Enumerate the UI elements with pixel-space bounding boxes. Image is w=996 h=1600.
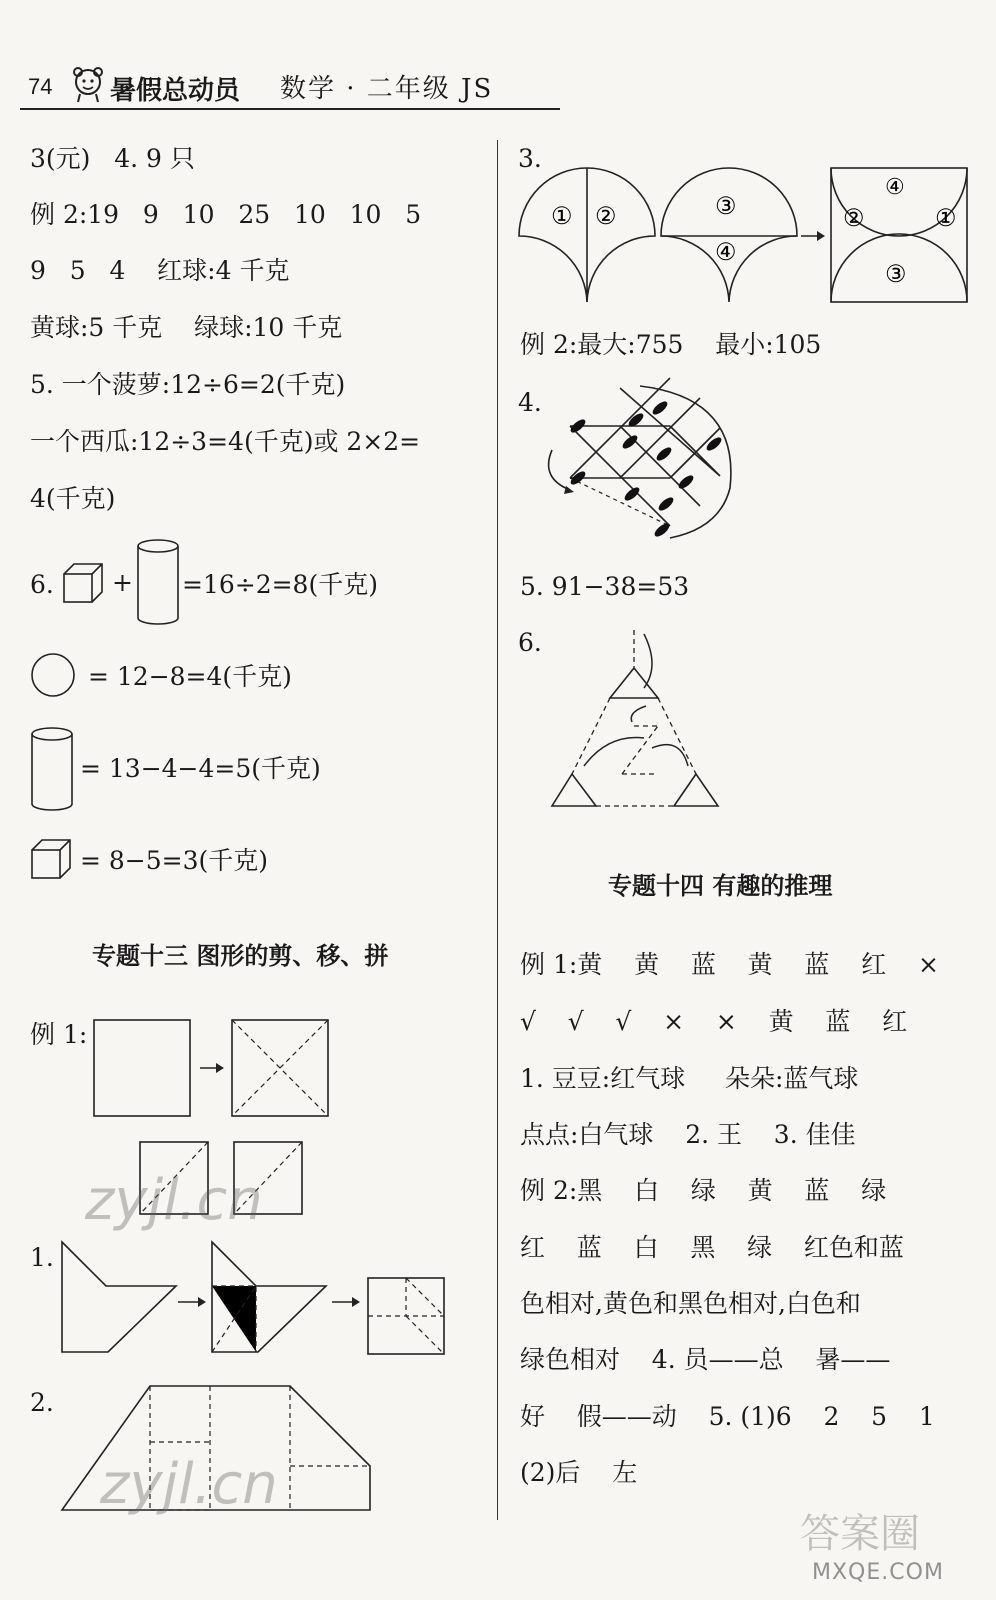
- shape-transform-diagram: [60, 1240, 450, 1365]
- question-3-label: 3.: [518, 144, 542, 173]
- answer-line: 色相对,黄色和黑色相对,白色和: [520, 1289, 861, 1318]
- column-divider: [497, 140, 498, 1520]
- answer-line: 点点:白气球 2. 王 3. 佳佳: [520, 1120, 856, 1149]
- answer-line: 1. 豆豆:红气球 朵朵:蓝气球: [520, 1064, 859, 1093]
- answer-line: 红 蓝 白 黑 绿 红色和蓝: [520, 1233, 904, 1262]
- watermark: zyjl.cn: [85, 1168, 263, 1233]
- cut-square-diagram: [90, 1016, 340, 1116]
- circle-num: ④: [715, 238, 737, 266]
- cube-icon: [62, 562, 104, 604]
- circle-num: ②: [595, 202, 617, 230]
- answer-line: 例 2:黑 白 绿 黄 蓝 绿: [520, 1176, 887, 1205]
- triangle-move-diagram: [548, 626, 723, 811]
- answer-line: 例 2:最大:755 最小:105: [520, 330, 822, 359]
- ball-icon: [30, 652, 76, 698]
- bear-mascot-icon: [68, 64, 108, 104]
- circle-num: ④: [885, 175, 905, 200]
- answer-line: 绿色相对 4. 员——总 暑——: [520, 1345, 891, 1374]
- section-title-13: 专题十三 图形的剪、移、拼: [92, 942, 389, 970]
- answer-line: 9 5 4 红球:4 千克: [30, 256, 290, 285]
- answer-line: 一个西瓜:12÷3=4(千克)或 2×2=: [30, 427, 421, 456]
- answer-line: 5. 91−38=53: [520, 572, 690, 601]
- watermark-logo: 答案圈: [800, 1511, 920, 1557]
- question-6-label: 6.: [518, 628, 542, 657]
- answer-line: √ √ √ × × 黄 蓝 红: [520, 1007, 908, 1036]
- example-1-label: 例 1:: [30, 1020, 88, 1049]
- answer-line: 黄球:5 千克 绿球:10 千克: [30, 313, 343, 342]
- semicircle-puzzle-diagram: [515, 160, 975, 310]
- question-2-label: 2.: [30, 1388, 54, 1417]
- equation: = 12−8=4(千克): [88, 662, 292, 691]
- answer-line: 5. 一个菠萝:12÷6=2(千克): [30, 370, 346, 399]
- answer-line: 例 1:黄 黄 蓝 黄 蓝 红 ×: [520, 950, 939, 979]
- subject-grade: 数学 · 二年级 JS: [280, 74, 494, 104]
- cylinder-icon: [136, 538, 180, 626]
- plus-sign: +: [112, 568, 133, 597]
- circle-num: ①: [935, 204, 957, 232]
- page-header: [0, 60, 560, 110]
- question-1-label: 1.: [30, 1243, 54, 1272]
- book-title: 暑假总动员: [110, 76, 241, 106]
- equation: =16÷2=8(千克): [182, 570, 378, 599]
- circle-num: ②: [843, 204, 865, 232]
- answer-line: (2)后 左: [520, 1458, 638, 1487]
- circle-num: ③: [885, 260, 907, 288]
- circle-num: ③: [715, 192, 737, 220]
- equation: = 13−4−4=5(千克): [80, 754, 321, 783]
- equation: = 8−5=3(千克): [80, 846, 269, 875]
- answer-line: 4(千克): [30, 484, 116, 513]
- answer-line: 3(元) 4. 9 只: [30, 144, 195, 173]
- question-4-label: 4.: [518, 388, 542, 417]
- watermark: zyjl.cn: [100, 1452, 278, 1517]
- header-rule: [20, 108, 560, 110]
- cube-icon: [30, 838, 72, 880]
- cylinder-icon: [30, 726, 74, 812]
- page-number: 74: [28, 74, 53, 99]
- answer-line: 例 2:19 9 10 25 10 10 5: [30, 200, 422, 229]
- watermark-url: MXQE.COM: [812, 1560, 944, 1585]
- section-title-14: 专题十四 有趣的推理: [608, 872, 833, 900]
- fish-lattice-diagram: [540, 378, 760, 548]
- circle-num: ①: [551, 202, 573, 230]
- question-6-label: 6.: [30, 570, 54, 599]
- answer-line: 好 假——动 5. (1)6 2 5 1: [520, 1402, 935, 1431]
